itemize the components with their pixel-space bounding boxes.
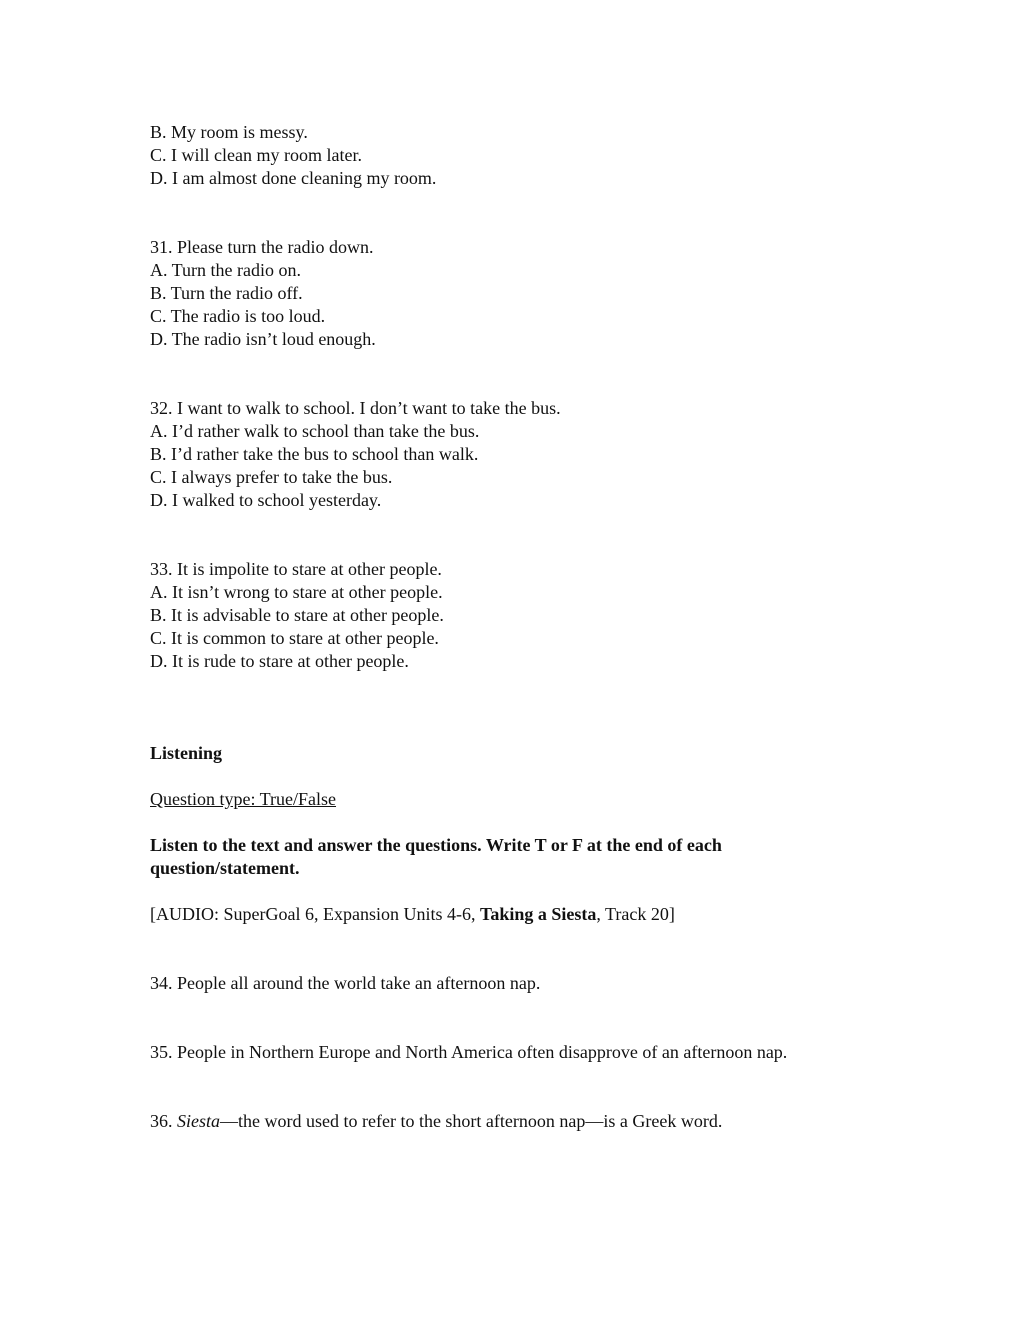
q32-option-b: B. I’d rather take the bus to school than walk. bbox=[150, 444, 479, 464]
q33-prompt: 33. It is impolite to stare at other people. bbox=[150, 559, 442, 579]
q33-option-c: C. It is common to stare at other people. bbox=[150, 628, 439, 648]
q31-option-c: C. The radio is too loud. bbox=[150, 306, 326, 326]
listening-heading: Listening bbox=[150, 743, 223, 763]
q32-option-c: C. I always prefer to take the bus. bbox=[150, 467, 393, 487]
statement-36-number: 36. bbox=[150, 1111, 177, 1131]
q32-option-d: D. I walked to school yesterday. bbox=[150, 490, 382, 510]
statement-34: 34. People all around the world take an afternoon nap. bbox=[150, 973, 541, 993]
question-type-label: Question type: True/False bbox=[150, 789, 337, 809]
instructions-line-1: Listen to the text and answer the questions. Write T or F at the end of each bbox=[150, 835, 722, 855]
q32-option-a: A. I’d rather walk to school than take the bus. bbox=[150, 421, 480, 441]
audio-title: Taking a Siesta bbox=[479, 904, 597, 924]
q33-option-d: D. It is rude to stare at other people. bbox=[150, 651, 409, 671]
q32-prompt: 32. I want to walk to school. I don’t want to take the bus. bbox=[150, 398, 561, 418]
q30-option-b: B. My room is messy. bbox=[150, 122, 308, 142]
q30-option-c: C. I will clean my room later. bbox=[150, 145, 362, 165]
q31-option-a: A. Turn the radio on. bbox=[150, 260, 302, 280]
q31-option-d: D. The radio isn’t loud enough. bbox=[150, 329, 376, 349]
instructions-line-2: question/statement. bbox=[150, 858, 300, 878]
statement-36 bbox=[150, 1110, 722, 1133]
statement-36-rest: —the word used to refer to the short afternoon nap—is a Greek word. bbox=[220, 1111, 723, 1131]
q33-option-a: A. It isn’t wrong to stare at other people. bbox=[150, 582, 443, 602]
statement-35: 35. People in Northern Europe and North America often disapprove of an afternoon nap. bbox=[150, 1042, 788, 1062]
q31-prompt: 31. Please turn the radio down. bbox=[150, 237, 374, 257]
statement-36-term: Siesta bbox=[177, 1111, 220, 1131]
audio-reference bbox=[150, 903, 675, 926]
q30-option-d: D. I am almost done cleaning my room. bbox=[150, 168, 437, 188]
q33-option-b: B. It is advisable to stare at other people. bbox=[150, 605, 444, 625]
audio-prefix: [AUDIO: SuperGoal 6, Expansion Units 4-6, bbox=[150, 904, 480, 924]
q31-option-b: B. Turn the radio off. bbox=[150, 283, 303, 303]
audio-suffix: , Track 20] bbox=[596, 904, 675, 924]
